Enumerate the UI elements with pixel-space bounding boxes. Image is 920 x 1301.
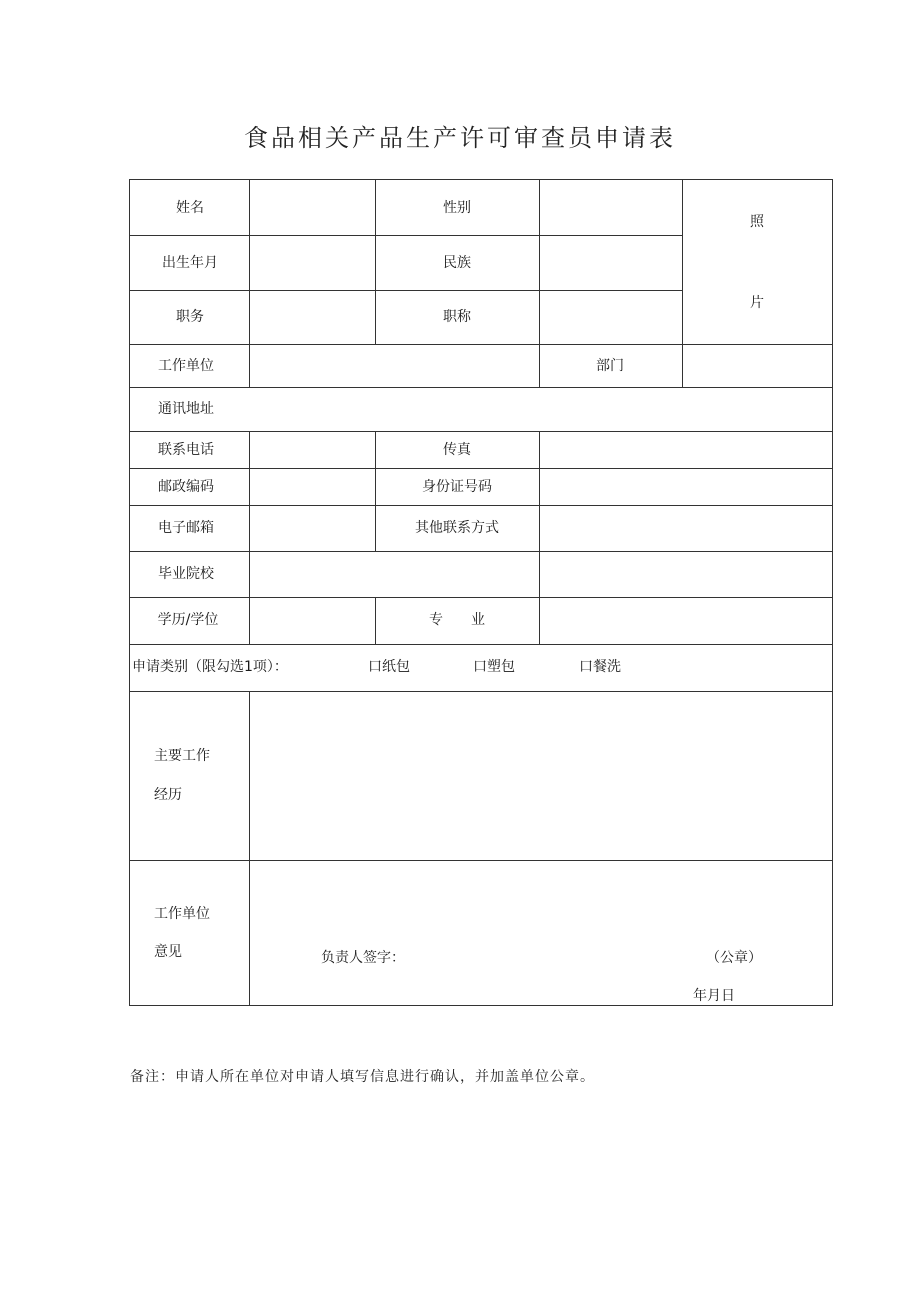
position-field[interactable] [250, 291, 375, 344]
employer-field[interactable] [250, 345, 539, 387]
gender-field[interactable] [540, 180, 682, 235]
ethnicity-field[interactable] [540, 236, 682, 290]
school-label: 毕业院校 [158, 566, 214, 582]
postcode-field[interactable] [250, 469, 375, 505]
id-number-field[interactable] [540, 469, 832, 505]
category-label: 申请类别（限勾选1项）： [132, 659, 288, 675]
postcode-label: 邮政编码 [158, 479, 214, 495]
opinion-label-line1: 工作单位 [154, 906, 210, 922]
fax-field[interactable] [540, 432, 832, 468]
name-field[interactable] [250, 180, 375, 235]
address-field[interactable] [250, 388, 832, 431]
title-field[interactable] [540, 291, 682, 344]
title-label: 职称 [443, 309, 471, 325]
major-field[interactable] [540, 598, 832, 644]
id-number-label: 身份证号码 [422, 479, 492, 495]
name-label: 姓名 [176, 200, 204, 216]
experience-label-line2: 经历 [154, 787, 182, 803]
position-label: 职务 [176, 309, 204, 325]
gender-label: 性别 [443, 200, 471, 216]
department-field[interactable] [683, 345, 832, 387]
photo-box[interactable] [683, 180, 832, 344]
opinion-label-line2: 意见 [154, 944, 182, 960]
category-option-plastic[interactable]: 口塑包 [473, 659, 515, 675]
application-form [129, 179, 833, 1006]
photo-label-top: 照 [750, 214, 764, 230]
address-label: 通讯地址 [158, 401, 214, 417]
department-label: 部门 [596, 358, 624, 374]
fax-label: 传真 [443, 442, 471, 458]
email-field[interactable] [250, 506, 375, 551]
seal-label: （公章） [706, 950, 762, 966]
email-label: 电子邮箱 [158, 520, 214, 536]
date-label: 年月日 [693, 988, 735, 1004]
other-contact-field[interactable] [540, 506, 832, 551]
degree-field[interactable] [250, 598, 375, 644]
page-title: 食品相关产品生产许可审查员申请表 [244, 124, 676, 152]
category-option-paper[interactable]: 口纸包 [368, 659, 410, 675]
ethnicity-label: 民族 [443, 255, 471, 271]
degree-label: 学历/学位 [157, 612, 219, 628]
experience-field[interactable] [250, 692, 832, 860]
school-field[interactable] [250, 552, 832, 597]
opinion-field[interactable] [250, 861, 832, 1005]
birth-field[interactable] [250, 236, 375, 290]
phone-label: 联系电话 [158, 442, 214, 458]
phone-field[interactable] [250, 432, 375, 468]
birth-label: 出生年月 [162, 255, 218, 271]
employer-label: 工作单位 [158, 358, 214, 374]
experience-label-line1: 主要工作 [154, 748, 210, 764]
photo-label-bottom: 片 [750, 295, 764, 311]
signature-label: 负责人签字： [321, 950, 405, 966]
major-label: 专 业 [429, 612, 485, 628]
other-contact-label: 其他联系方式 [415, 520, 499, 536]
footer-note: 备注：申请人所在单位对申请人填写信息进行确认，并加盖单位公章。 [130, 1069, 595, 1085]
category-option-tableware[interactable]: 口餐洗 [579, 659, 621, 675]
